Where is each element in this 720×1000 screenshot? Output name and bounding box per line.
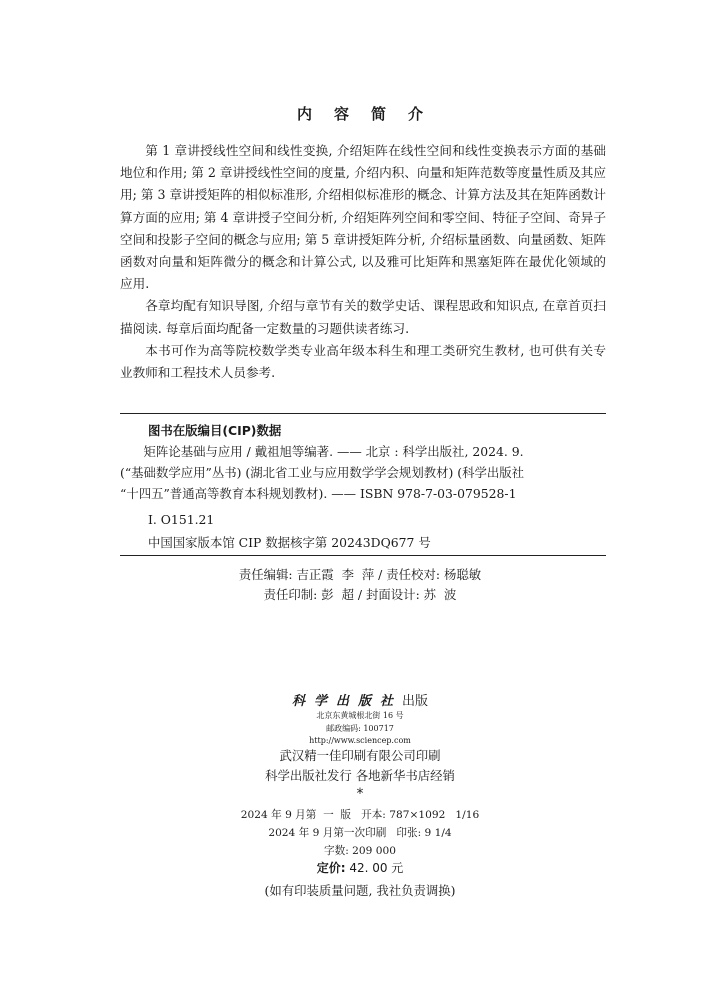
price-line [0,859,720,876]
cip-entry [120,441,606,504]
cip-entry-line-3: “十四五”普通高等教育本科规划教材). —— ISBN 978-7-03-079528-1 [120,486,517,501]
cip-entry-line-1: 矩阵论基础与应用 / 戴祖旭等编著. —— 北京 : 科学出版社, 2024. 9. [143,444,524,459]
publisher-postcode: 邮政编码: 100717 [326,724,394,733]
cip-verification-number: 中国国家版本馆 CIP 数据核字第 20243DQ677 号 [148,535,431,550]
cip-top-divider [120,413,606,414]
book-summary [120,140,606,384]
price-value: 42. 00 元 [349,861,404,875]
production-credits: 责任印制: 彭 超 / 封面设计: 苏 波 [263,587,457,602]
summary-paragraph-1: 第 1 章讲授线性空间和线性变换, 介绍矩阵在线性空间和线性变换表示方面的基础地位和作用; 第 2 章讲授线性空间的度量, 介绍内积、向量和矩阵范数等度量性质及其应用; 第 3 章讲授矩阵的相似标准形, 介绍相似标准形的概念、计算方法及其在矩阵函数计算方面的应用; 第 4 章讲授子空间分析, 介绍矩阵列空间和零空间、特征子空间、奇异子空间和投影子空间的概念与应用; 第 5 章讲授矩阵分析, 介绍标量函数、向量函数、矩阵函数对向量和矩阵微分的概念和计算公式, 以及雅可比矩阵和黑塞矩阵在最优化领域的应用. [120,143,606,292]
separator-star: * [356,786,364,802]
word-count: 字数: 209 000 [324,845,396,857]
cip-classification: Ⅰ. O151.21 [148,512,215,527]
cip-entry-line-2: (“基础数学应用”丛书) (湖北省工业与应用数学学会规划教材) (科学出版社 [120,465,525,480]
cip-bottom-divider [120,555,606,556]
publisher-line [0,690,720,709]
price-label: 定价: [316,861,346,875]
printing-line: 2024 年 9 月第一次印刷 印张: 9 1/4 [268,827,452,839]
distribution-line: 科学出版社发行 各地新华书店经销 [265,768,455,783]
cip-heading: 图书在版编目(CIP)数据 [148,423,282,438]
publisher-logo: 科学出版社 [291,694,402,709]
editor-credits: 责任编辑: 吉正霞 李 萍 / 责任校对: 杨聪敏 [238,567,482,582]
summary-paragraph-3: 本书可作为高等院校数学类专业高年级本科生和理工类研究生教材, 也可供有关专业教师和工程技术人员参考. [120,342,606,381]
publisher-address: 北京东黄城根北街 16 号 [316,711,404,720]
quality-notice: (如有印装质量问题, 我社负责调换) [264,883,456,898]
publisher-website: http://www.sciencep.com [309,736,411,745]
edition-line: 2024 年 9 月第 一 版 开本: 787×1092 1/16 [240,809,480,821]
page-title: 内容简介 [296,105,445,123]
publisher-suffix: 出版 [402,694,429,709]
printer-line: 武汉精一佳印刷有限公司印刷 [279,748,441,763]
summary-paragraph-2: 各章均配有知识导图, 介绍与章节有关的数学史话、课程思政和知识点, 在章首页扫描阅读. 每章后面均配备一定数量的习题供读者练习. [120,298,606,336]
